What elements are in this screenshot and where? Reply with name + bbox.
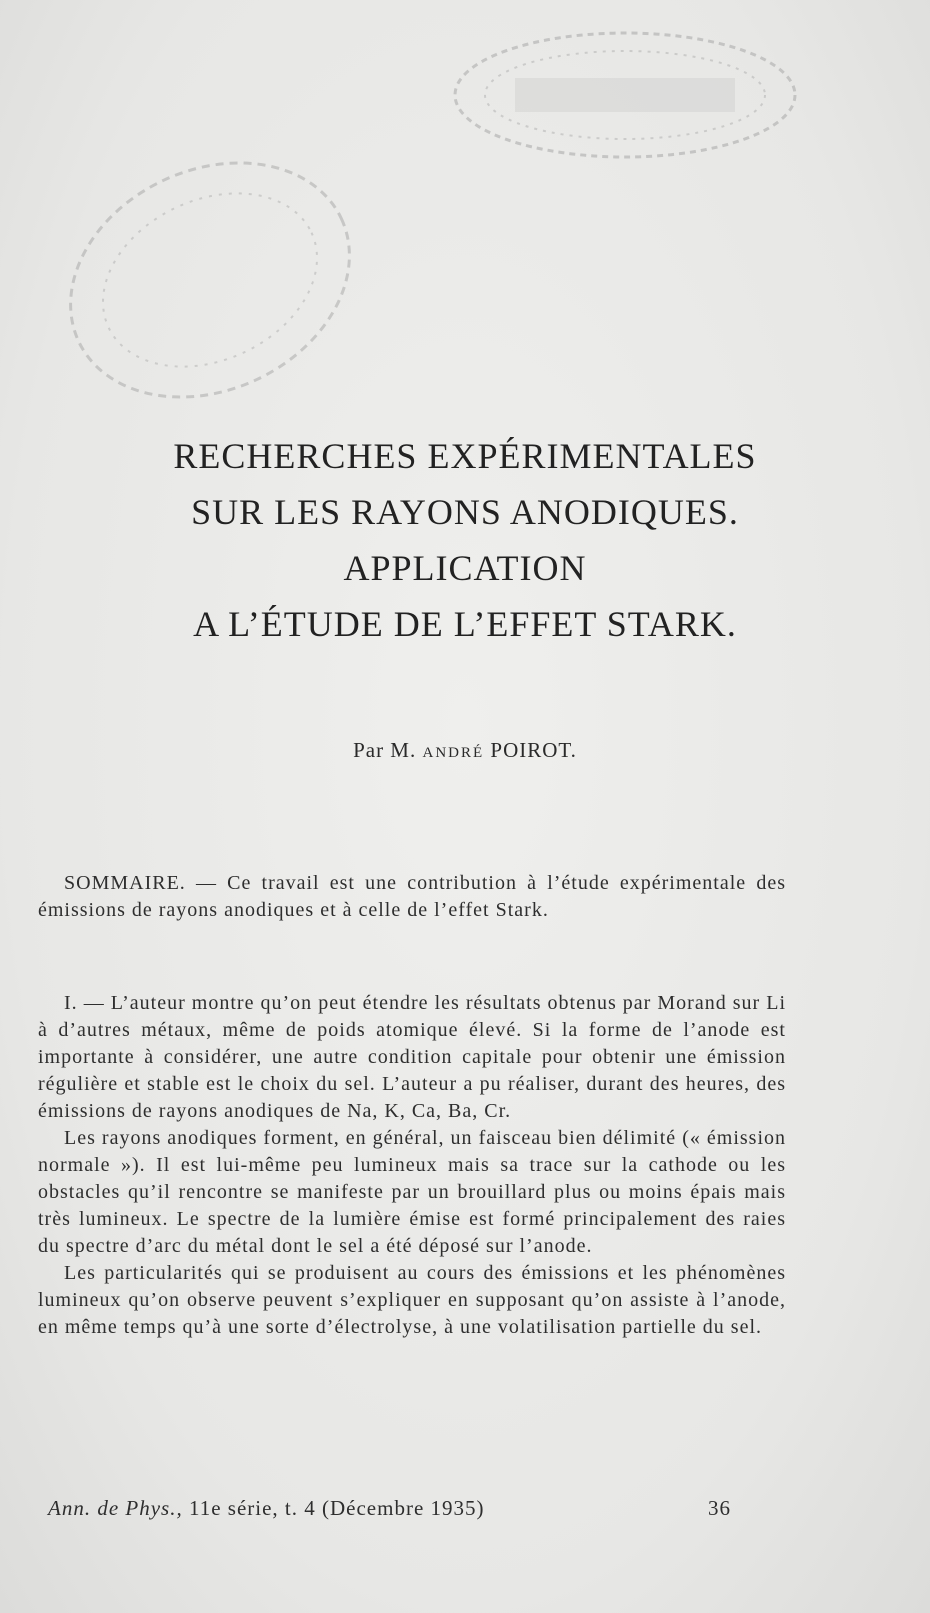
series-info: 11e série, t. 4 (Décembre 1935) bbox=[188, 1496, 485, 1520]
author-prefix: Par M. bbox=[353, 738, 417, 762]
page-footer bbox=[48, 1496, 748, 1521]
title-line: SUR LES RAYONS ANODIQUES. bbox=[191, 492, 739, 532]
paragraph: Les rayons anodiques forment, en général, un faisceau bien délimité (« émission normale »). Il est lui-même peu lumineux mais sa trace sur la cathode ou les obstacles qu’il rencontre se manifeste par un brouillard plus ou moins épais mais très lumineux. Le spectre de la lumière émise est formé principalement des raies du spectre d’arc du métal dont le sel a été déposé sur l’anode. bbox=[38, 1127, 786, 1257]
summary-block bbox=[38, 870, 786, 924]
paragraph: Les particularités qui se produisent au cours des émissions et les phénomènes lumineux qu’on observe peuvent s’expliquer en supposant qu’on assiste à l’anode, en même temps qu’à une sorte d’électrolyse, à une volatilisation partielle du sel. bbox=[38, 1262, 786, 1338]
section-1 bbox=[38, 990, 786, 1341]
title-line: APPLICATION bbox=[343, 548, 587, 588]
summary-paragraph: SOMMAIRE. — Ce travail est une contribution à l’étude expérimentale des émissions de rayons anodiques et à celle de l’effet Stark. bbox=[38, 872, 786, 921]
author-first-name: ANDRÉ bbox=[422, 745, 485, 761]
author-last-name: POIROT. bbox=[490, 738, 577, 762]
article-title bbox=[60, 428, 870, 652]
library-stamp-left bbox=[60, 150, 380, 410]
journal-name: Ann. de Phys., bbox=[48, 1496, 183, 1520]
title-line: RECHERCHES EXPÉRIMENTALES bbox=[173, 436, 757, 476]
page-number: 36 bbox=[708, 1496, 731, 1520]
paragraph: I. — L’auteur montre qu’on peut étendre les résultats obtenus par Morand sur Li à d’autres métaux, même de poids atomique élevé. Si la forme de l’anode est importante à considérer, une autre condition capitale pour obtenir une émission régulière et stable est le choix du sel. L’auteur a pu réaliser, durant des heures, des émissions de rayons anodiques de Na, K, Ca, Ba, Cr. bbox=[38, 992, 786, 1122]
library-stamp-top bbox=[445, 20, 805, 170]
title-line: A L’ÉTUDE DE L’EFFET STARK. bbox=[193, 604, 737, 644]
author-line bbox=[0, 738, 930, 763]
